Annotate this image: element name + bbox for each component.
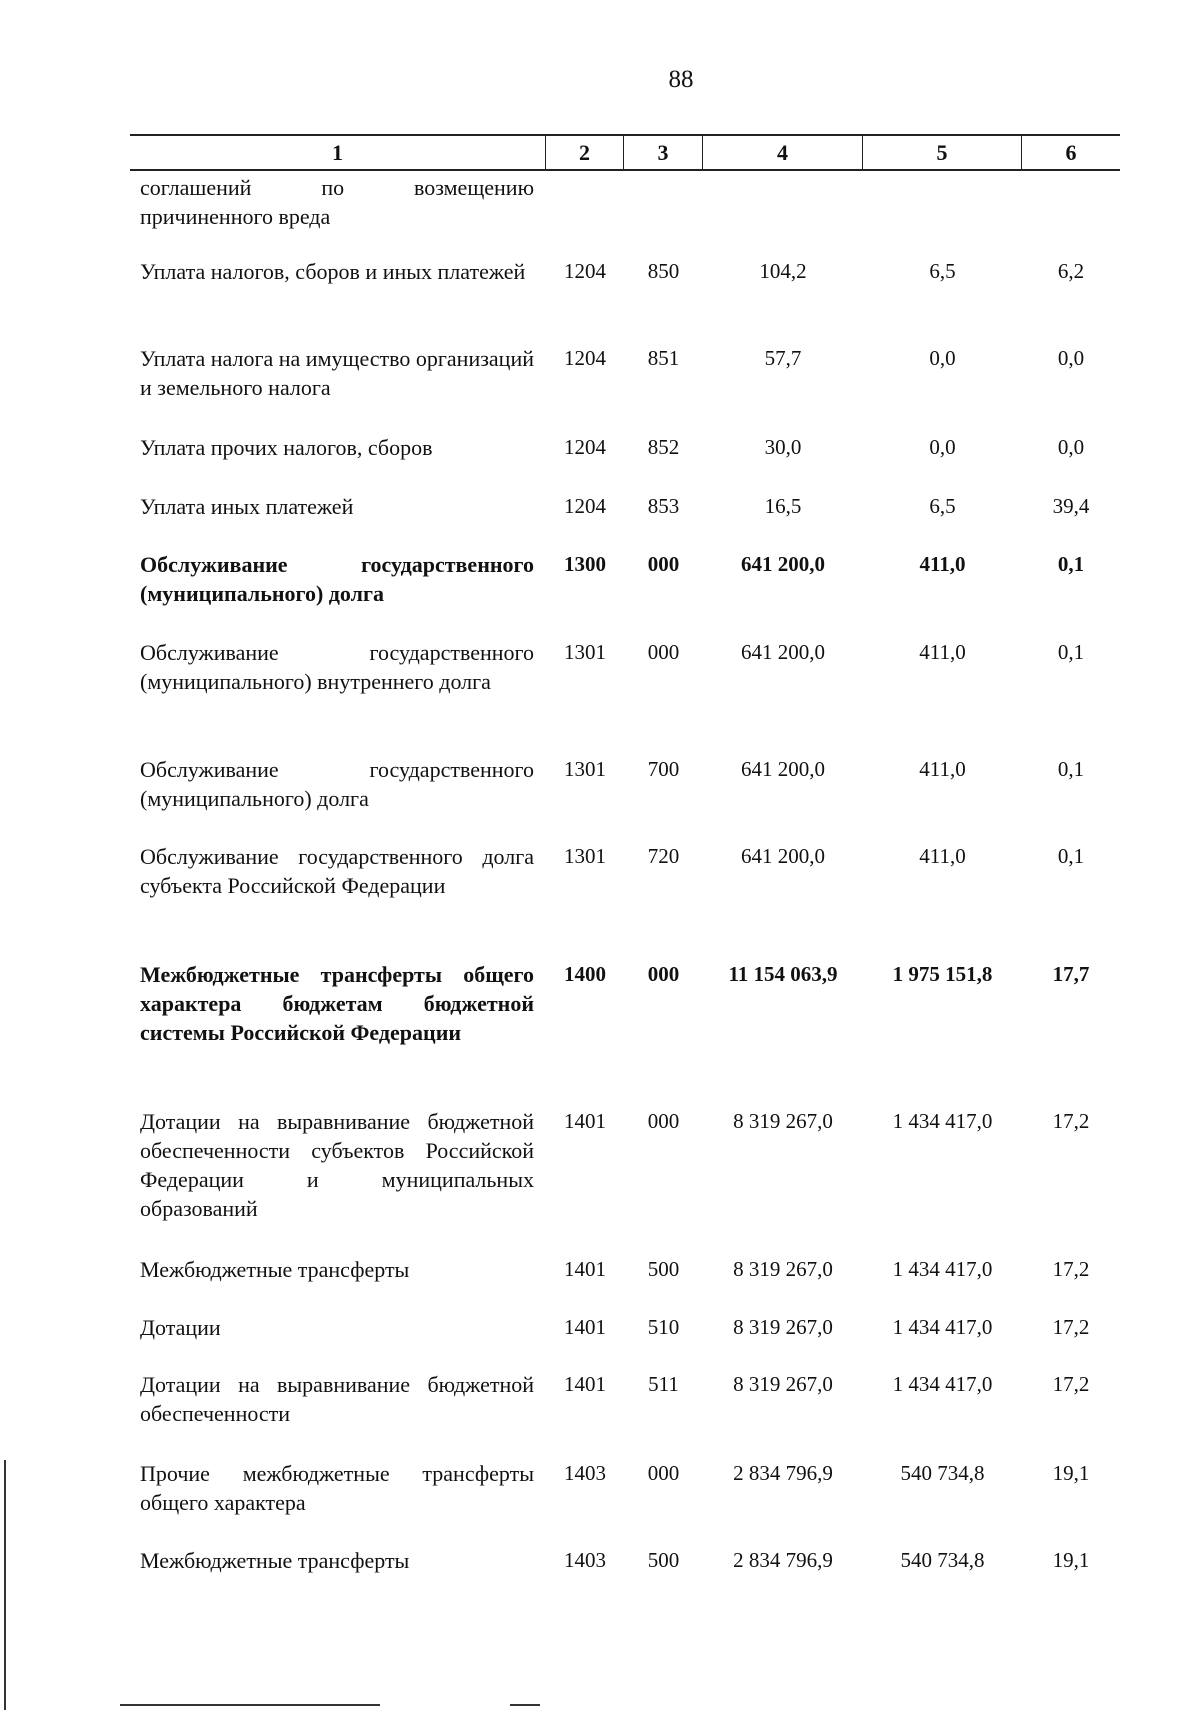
- row-subcode-cell: 853: [647, 494, 680, 518]
- header-col-6: 6: [1065, 140, 1077, 165]
- row-subcode-cell: 000: [647, 640, 680, 664]
- row-code-cell: 1403: [564, 1548, 606, 1572]
- table-row: [130, 433, 1120, 462]
- row-col4-value: 2 834 796,9: [733, 1461, 833, 1485]
- row-name-cell: Обслуживание государственного (муниципального) внутреннего долга: [140, 640, 534, 694]
- row-code-cell: 1204: [564, 494, 606, 518]
- row-col4-value: 641 200,0: [741, 552, 825, 576]
- header-col-5: 5: [863, 136, 1022, 169]
- row-code-cell: 1400: [564, 962, 606, 986]
- table-row: [130, 1313, 1120, 1342]
- table-row: [130, 492, 1120, 521]
- row-subcode-cell: 511: [648, 1372, 679, 1396]
- row-col5-value: 1 434 417,0: [892, 1315, 993, 1339]
- row-name-cell: Межбюджетные трансферты: [140, 1548, 410, 1573]
- table-header: [130, 134, 1120, 171]
- row-col4-value: 641 200,0: [741, 844, 825, 868]
- row-col6-value: 17,2: [1052, 1257, 1090, 1281]
- row-col5-value: 1 975 151,8: [892, 962, 993, 986]
- row-name-cell: соглашений по возмещению причиненного вреда: [140, 175, 534, 229]
- table-row: [130, 638, 1120, 696]
- row-col6-value: 39,4: [1052, 494, 1090, 518]
- row-col5-value: 0,0: [929, 435, 956, 459]
- row-name-cell: Уплата налогов, сборов и иных платежей: [140, 259, 526, 284]
- row-col6-value: 6,2: [1057, 259, 1085, 283]
- table-row: [130, 173, 1120, 231]
- row-col5-value: 540 734,8: [900, 1548, 985, 1572]
- row-subcode-cell: 852: [647, 435, 680, 459]
- table-row: [130, 960, 1120, 1047]
- bottom-rule-left: [120, 1704, 380, 1706]
- row-name-cell: Дотации на выравнивание бюджетной обеспеченности: [140, 1372, 534, 1426]
- row-col5-value: 1 434 417,0: [892, 1372, 993, 1396]
- row-col6-value: 17,7: [1052, 962, 1090, 986]
- row-name-cell: Уплата прочих налогов, сборов: [140, 435, 433, 460]
- budget-table: [130, 134, 1120, 1573]
- row-col6-value: 19,1: [1052, 1461, 1090, 1485]
- row-code-cell: 1300: [564, 552, 606, 576]
- row-col4-value: 30,0: [764, 435, 802, 459]
- row-name-cell: Обслуживание государственного (муниципального) долга: [140, 552, 534, 606]
- header-col-2: 2: [546, 136, 624, 169]
- row-col5-value: 1 434 417,0: [892, 1109, 993, 1133]
- row-col6-value: 17,2: [1052, 1109, 1090, 1133]
- row-name-cell: Уплата иных платежей: [140, 494, 354, 519]
- row-name-cell: Обслуживание государственного (муниципального) долга: [140, 757, 534, 811]
- row-subcode-cell: 000: [647, 552, 680, 576]
- header-col-4: 4: [703, 136, 863, 169]
- row-code-cell: 1204: [564, 259, 606, 283]
- row-code-cell: 1401: [564, 1372, 606, 1396]
- row-subcode-cell: [624, 173, 703, 231]
- row-col4-value: [703, 173, 863, 231]
- row-col4-value: 8 319 267,0: [733, 1109, 833, 1133]
- table-row: [130, 550, 1120, 608]
- row-col5-value: 411,0: [919, 552, 966, 576]
- row-col4-value: 641 200,0: [741, 640, 825, 664]
- row-subcode-cell: 720: [647, 844, 680, 868]
- row-code-cell: 1204: [564, 435, 606, 459]
- row-subcode-cell: 000: [647, 962, 680, 986]
- table-row: [130, 344, 1120, 402]
- table-row: [130, 1107, 1120, 1223]
- row-col5-value: 6,5: [929, 494, 956, 518]
- table-row: [130, 1370, 1120, 1428]
- row-col6-value: 0,1: [1057, 640, 1085, 664]
- row-subcode-cell: 851: [647, 346, 680, 370]
- row-name-cell: Межбюджетные трансферты общего характера бюджетам бюджетной системы Российской Федерации: [140, 962, 534, 1045]
- row-col4-value: 641 200,0: [741, 757, 825, 781]
- row-col6-value: 0,0: [1057, 346, 1085, 370]
- row-code-cell: 1401: [564, 1257, 606, 1281]
- row-subcode-cell: 000: [647, 1461, 680, 1485]
- row-subcode-cell: 500: [647, 1257, 680, 1281]
- row-col4-value: 11 154 063,9: [728, 962, 838, 986]
- row-col4-value: 2 834 796,9: [733, 1548, 833, 1572]
- row-subcode-cell: 850: [647, 259, 680, 283]
- row-name-cell: Межбюджетные трансферты: [140, 1257, 410, 1282]
- page-number: 88: [668, 66, 694, 93]
- header-col-3: 3: [624, 136, 703, 169]
- table-row: [130, 257, 1120, 286]
- row-name-cell: Дотации: [140, 1315, 221, 1340]
- row-name-cell: Прочие межбюджетные трансферты общего характера: [140, 1461, 534, 1515]
- row-code-cell: 1301: [564, 844, 606, 868]
- row-col4-value: 16,5: [764, 494, 802, 518]
- table-row: [130, 755, 1120, 813]
- row-subcode-cell: 500: [647, 1548, 680, 1572]
- row-col4-value: 8 319 267,0: [733, 1257, 833, 1281]
- row-col5-value: 540 734,8: [900, 1461, 985, 1485]
- table-row: [130, 1546, 1120, 1575]
- row-col5-value: 411,0: [919, 757, 966, 781]
- table-row: [130, 1255, 1120, 1284]
- row-col5-value: 0,0: [929, 346, 956, 370]
- row-subcode-cell: 700: [647, 757, 680, 781]
- row-name-cell: Дотации на выравнивание бюджетной обеспеченности субъектов Российской Федерации и муниципальных образований: [140, 1109, 534, 1221]
- row-col6-value: 19,1: [1052, 1548, 1090, 1572]
- bottom-rule-right: [510, 1704, 540, 1706]
- row-col4-value: 57,7: [764, 346, 802, 370]
- scan-edge-line: [4, 1460, 6, 1710]
- row-subcode-cell: 510: [647, 1315, 680, 1339]
- row-col5-value: 411,0: [919, 844, 966, 868]
- row-col6-value: 0,1: [1057, 757, 1085, 781]
- row-name-cell: Уплата налога на имущество организаций и земельного налога: [140, 346, 534, 400]
- header-col-1: 1: [130, 136, 546, 169]
- row-col5-value: 411,0: [919, 640, 966, 664]
- table-row: [130, 842, 1120, 900]
- row-col6-value: 0,1: [1057, 552, 1085, 576]
- row-code-cell: 1204: [564, 346, 606, 370]
- row-code-cell: [546, 173, 624, 231]
- row-col6-value: 17,2: [1052, 1315, 1090, 1339]
- row-col4-value: 8 319 267,0: [733, 1315, 833, 1339]
- row-code-cell: 1401: [564, 1315, 606, 1339]
- row-code-cell: 1401: [564, 1109, 606, 1133]
- table-row: [130, 1459, 1120, 1517]
- row-col6-value: 17,2: [1052, 1372, 1090, 1396]
- row-code-cell: 1301: [564, 757, 606, 781]
- row-code-cell: 1403: [564, 1461, 606, 1485]
- row-col4-value: 8 319 267,0: [733, 1372, 833, 1396]
- row-name-cell: Обслуживание государственного долга субъекта Российской Федерации: [140, 844, 534, 898]
- row-col6-value: 0,0: [1057, 435, 1085, 459]
- row-code-cell: 1301: [564, 640, 606, 664]
- row-subcode-cell: 000: [647, 1109, 680, 1133]
- row-col6-value: [1022, 173, 1120, 231]
- row-col4-value: 104,2: [759, 259, 807, 283]
- row-col5-value: [863, 173, 1022, 231]
- row-col5-value: 1 434 417,0: [892, 1257, 993, 1281]
- row-col6-value: 0,1: [1057, 844, 1085, 868]
- row-col5-value: 6,5: [929, 259, 956, 283]
